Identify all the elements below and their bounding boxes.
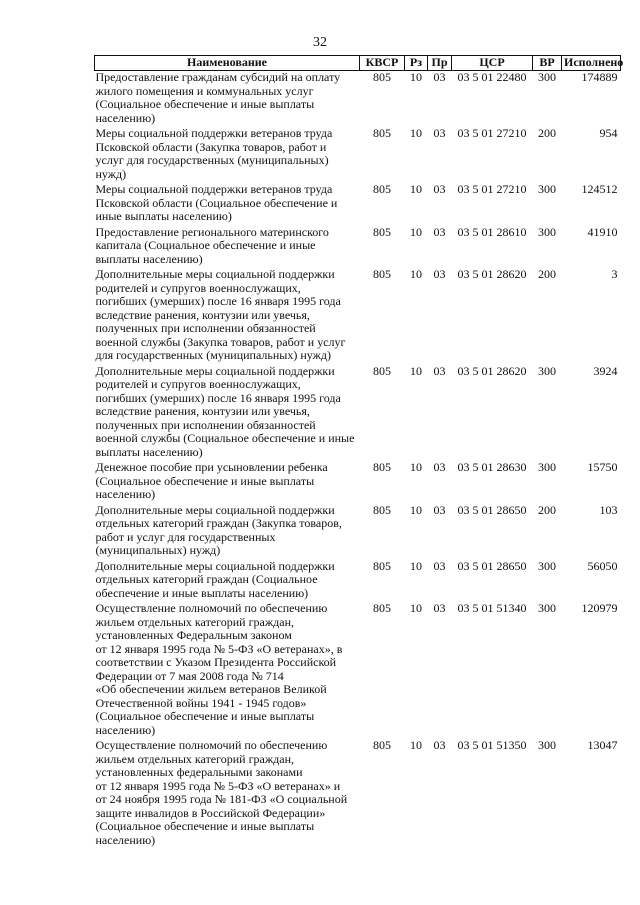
row-name-cell bbox=[95, 504, 360, 560]
row-vr-cell: 300 bbox=[538, 558, 556, 573]
header-kvsr: КВСР bbox=[360, 56, 405, 71]
row-vr-cell: 300 bbox=[538, 70, 556, 84]
row-name-line: «Об обеспечении жильем ветеранов Великой bbox=[95, 682, 327, 696]
row-name-line: полученных при исполнении обязанностей bbox=[95, 321, 316, 335]
row-name-line: Псковской области (Социальное обеспечение и bbox=[95, 195, 338, 210]
row-executed-cell: 41910 bbox=[587, 224, 618, 239]
row-rz-cell: 10 bbox=[410, 601, 422, 615]
table-row bbox=[95, 226, 621, 269]
row-vr-cell: 200 bbox=[538, 267, 556, 281]
row-name-line: погибших (умерших) после 16 января 1995 года bbox=[95, 294, 341, 308]
row-name-line: установленных федеральными законами bbox=[95, 765, 303, 779]
row-vr-cell: 200 bbox=[538, 502, 556, 517]
row-name-line: Федерации от 7 мая 2008 года № 714 bbox=[95, 668, 284, 683]
row-vr-cell: 300 bbox=[538, 182, 556, 196]
row-name-line: Псковской области (Закупка товаров, работ и bbox=[95, 139, 327, 154]
row-vr-cell: 200 bbox=[538, 126, 556, 140]
row-name-line: от 12 января 1995 года № 5-ФЗ «О ветеранах», в bbox=[95, 641, 343, 656]
row-name-line: Меры социальной поддержки ветеранов труда bbox=[95, 182, 333, 196]
row-pr-cell: 03 bbox=[433, 738, 446, 752]
row-name-cell bbox=[95, 602, 360, 739]
row-name-line: от 12 января 1995 года № 5-ФЗ «О ветеранах» и bbox=[95, 778, 341, 793]
row-csr-cell: 03 5 01 51350 bbox=[457, 738, 527, 752]
row-name-line: услуг для государственных (муниципальных) bbox=[95, 153, 329, 167]
row-pr-cell: 03 bbox=[433, 460, 446, 474]
row-vr-cell: 300 bbox=[538, 460, 556, 474]
row-executed-cell: 15750 bbox=[587, 460, 618, 474]
table-row bbox=[95, 560, 621, 603]
header-name: Наименование bbox=[95, 56, 360, 71]
row-pr-cell: 03 bbox=[433, 126, 446, 140]
row-pr-cell: 03 bbox=[433, 267, 446, 281]
header-pr: Пр bbox=[428, 56, 452, 71]
row-rz-cell: 10 bbox=[410, 70, 422, 84]
row-name-line: Осуществление полномочий по обеспечению bbox=[95, 738, 328, 752]
row-kvsr-cell: 805 bbox=[373, 502, 391, 517]
row-vr-cell: 300 bbox=[538, 601, 556, 615]
row-name-cell bbox=[95, 71, 360, 128]
row-name-line: населению) bbox=[95, 110, 156, 125]
row-name-line: Предоставление гражданам субсидий на оплату bbox=[95, 70, 341, 84]
row-name-cell bbox=[95, 226, 360, 269]
row-executed-cell: 174889 bbox=[581, 70, 618, 84]
table-row bbox=[95, 739, 621, 849]
row-kvsr-cell: 805 bbox=[373, 267, 391, 281]
row-name-line: Дополнительные меры социальной поддержки bbox=[95, 363, 335, 378]
row-name-line: Меры социальной поддержки ветеранов труда bbox=[95, 126, 333, 140]
row-name-cell bbox=[95, 739, 360, 849]
page-number: 32 bbox=[313, 35, 327, 50]
row-vr-cell: 300 bbox=[538, 363, 556, 378]
row-name-line: выплаты населению) bbox=[95, 251, 203, 266]
row-csr-cell: 03 5 01 28620 bbox=[457, 363, 527, 378]
row-name-line: соответствии с Указом Президента Российской bbox=[95, 655, 337, 669]
row-name-cell bbox=[95, 183, 360, 226]
row-kvsr-cell: 805 bbox=[373, 363, 391, 378]
row-csr-cell: 03 5 01 28610 bbox=[457, 224, 527, 239]
row-rz-cell: 10 bbox=[410, 460, 422, 474]
row-rz-cell: 10 bbox=[410, 363, 422, 378]
row-name-line: капитала (Социальное обеспечение и иные bbox=[95, 238, 316, 252]
row-name-line: населению) bbox=[95, 722, 156, 737]
table-body bbox=[95, 71, 621, 850]
row-name-line: выплаты населению) bbox=[95, 444, 203, 459]
row-name-line: вследствие ранения, контузии или увечья, bbox=[95, 404, 310, 418]
row-vr-cell: 300 bbox=[538, 738, 556, 752]
row-csr-cell: 03 5 01 27210 bbox=[457, 182, 527, 196]
row-name-line: жильем отдельных категорий граждан, bbox=[95, 614, 294, 629]
row-kvsr-cell: 805 bbox=[373, 558, 391, 573]
row-executed-cell: 120979 bbox=[581, 601, 618, 615]
row-pr-cell: 03 bbox=[433, 70, 446, 84]
row-pr-cell: 03 bbox=[433, 224, 446, 239]
table-row bbox=[95, 127, 621, 183]
row-name-cell bbox=[95, 268, 360, 365]
row-name-line: (Социальное обеспечение и иные выплаты bbox=[95, 819, 315, 833]
row-name-line: иные выплаты населению) bbox=[95, 209, 232, 223]
row-csr-cell: 03 5 01 28630 bbox=[457, 460, 527, 474]
row-rz-cell: 10 bbox=[410, 182, 422, 196]
row-kvsr-cell: 805 bbox=[373, 224, 391, 239]
row-pr-cell: 03 bbox=[433, 502, 446, 517]
header-csr: ЦСР bbox=[452, 56, 533, 71]
row-rz-cell: 10 bbox=[410, 558, 422, 573]
row-name-line: жильем отдельных категорий граждан, bbox=[95, 751, 294, 766]
row-name-line: военной службы (Закупка товаров, работ и услуг bbox=[95, 334, 346, 349]
row-name-line: отдельных категорий граждан (Закупка товаров, bbox=[95, 516, 342, 530]
row-rz-cell: 10 bbox=[410, 224, 422, 239]
row-pr-cell: 03 bbox=[433, 558, 446, 573]
row-kvsr-cell: 805 bbox=[373, 460, 391, 474]
row-name-line: (муниципальных) нужд) bbox=[95, 543, 221, 557]
row-name-line: отдельных категорий граждан (Социальное bbox=[95, 572, 318, 586]
row-name-line: работ и услуг для государственных bbox=[95, 529, 276, 544]
row-vr-cell: 300 bbox=[538, 224, 556, 239]
row-kvsr-cell: 805 bbox=[373, 182, 391, 196]
header-rz: Рз bbox=[405, 56, 428, 71]
budget-table bbox=[94, 55, 624, 849]
row-rz-cell: 10 bbox=[410, 267, 422, 281]
row-name-line: вследствие ранения, контузии или увечья, bbox=[95, 307, 310, 322]
row-name-line: полученных при исполнении обязанностей bbox=[95, 417, 316, 432]
row-kvsr-cell: 805 bbox=[373, 738, 391, 752]
header-executed: Исполнено bbox=[562, 56, 621, 71]
row-executed-cell: 3924 bbox=[593, 363, 618, 378]
row-name-line: Дополнительные меры социальной поддержки bbox=[95, 502, 335, 517]
row-name-line: Отечественной войны 1941 - 1945 годов» bbox=[95, 695, 307, 710]
row-name-line: военной службы (Социальное обеспечение и иные bbox=[95, 431, 355, 445]
row-kvsr-cell: 805 bbox=[373, 601, 391, 615]
table-row bbox=[95, 268, 621, 365]
row-executed-cell: 103 bbox=[599, 502, 618, 517]
table-row bbox=[95, 365, 621, 462]
row-name-line: родителей и супругов военнослужащих, bbox=[95, 280, 301, 295]
row-name-line: обеспечение и иные выплаты населению) bbox=[95, 585, 309, 600]
table-row bbox=[95, 602, 621, 739]
row-csr-cell: 03 5 01 28620 bbox=[457, 267, 527, 281]
row-name-line: родителей и супругов военнослужащих, bbox=[95, 377, 301, 391]
row-pr-cell: 03 bbox=[433, 182, 446, 196]
row-executed-cell: 954 bbox=[599, 126, 618, 140]
row-name-line: жилого помещения и коммунальных услуг bbox=[95, 83, 314, 98]
row-rz-cell: 10 bbox=[410, 502, 422, 517]
row-rz-cell: 10 bbox=[410, 738, 422, 752]
row-name-cell bbox=[95, 365, 360, 462]
table-row bbox=[95, 71, 621, 128]
table-row bbox=[95, 504, 621, 560]
row-csr-cell: 03 5 01 51340 bbox=[457, 601, 527, 615]
row-name-line: для государственных (муниципальных) нужд) bbox=[95, 348, 332, 362]
row-name-line: (Социальное обеспечение и иные выплаты bbox=[95, 97, 315, 111]
table-row bbox=[95, 183, 621, 226]
row-name-line: (Социальное обеспечение и иные выплаты bbox=[95, 709, 315, 723]
row-name-cell bbox=[95, 560, 360, 603]
row-name-line: защите инвалидов в Российской Федерации» bbox=[95, 805, 326, 820]
table-row bbox=[95, 461, 621, 504]
row-name-line: Дополнительные меры социальной поддержки bbox=[95, 267, 335, 281]
row-name-line: населению) bbox=[95, 487, 156, 501]
row-name-line: (Социальное обеспечение и иные выплаты bbox=[95, 473, 315, 488]
row-executed-cell: 124512 bbox=[581, 182, 618, 196]
row-name-line: установленных Федеральным законом bbox=[95, 628, 292, 642]
row-executed-cell: 13047 bbox=[587, 738, 618, 752]
row-kvsr-cell: 805 bbox=[373, 70, 391, 84]
row-csr-cell: 03 5 01 28650 bbox=[457, 502, 527, 517]
row-name-line: Дополнительные меры социальной поддержки bbox=[95, 558, 335, 573]
row-executed-cell: 3 bbox=[611, 267, 618, 281]
row-name-line: от 24 ноября 1995 года № 181-ФЗ «О социальной bbox=[95, 792, 348, 806]
row-kvsr-cell: 805 bbox=[373, 126, 391, 140]
row-csr-cell: 03 5 01 27210 bbox=[457, 126, 527, 140]
row-pr-cell: 03 bbox=[433, 601, 446, 615]
header-vr: ВР bbox=[533, 56, 562, 71]
row-name-line: нужд) bbox=[95, 166, 127, 181]
row-name-line: населению) bbox=[95, 832, 156, 847]
row-name-line: Денежное пособие при усыновлении ребенка bbox=[95, 460, 328, 474]
row-name-line: Осуществление полномочий по обеспечению bbox=[95, 601, 328, 615]
row-csr-cell: 03 5 01 28650 bbox=[457, 558, 527, 573]
row-name-cell bbox=[95, 127, 360, 183]
row-name-cell bbox=[95, 461, 360, 504]
table-header-row bbox=[95, 56, 621, 71]
row-csr-cell: 03 5 01 22480 bbox=[457, 70, 527, 84]
row-pr-cell: 03 bbox=[433, 363, 446, 378]
row-rz-cell: 10 bbox=[410, 126, 422, 140]
row-name-line: Предоставление регионального материнского bbox=[95, 224, 329, 239]
row-executed-cell: 56050 bbox=[587, 558, 618, 573]
row-name-line: погибших (умерших) после 16 января 1995 года bbox=[95, 390, 341, 405]
